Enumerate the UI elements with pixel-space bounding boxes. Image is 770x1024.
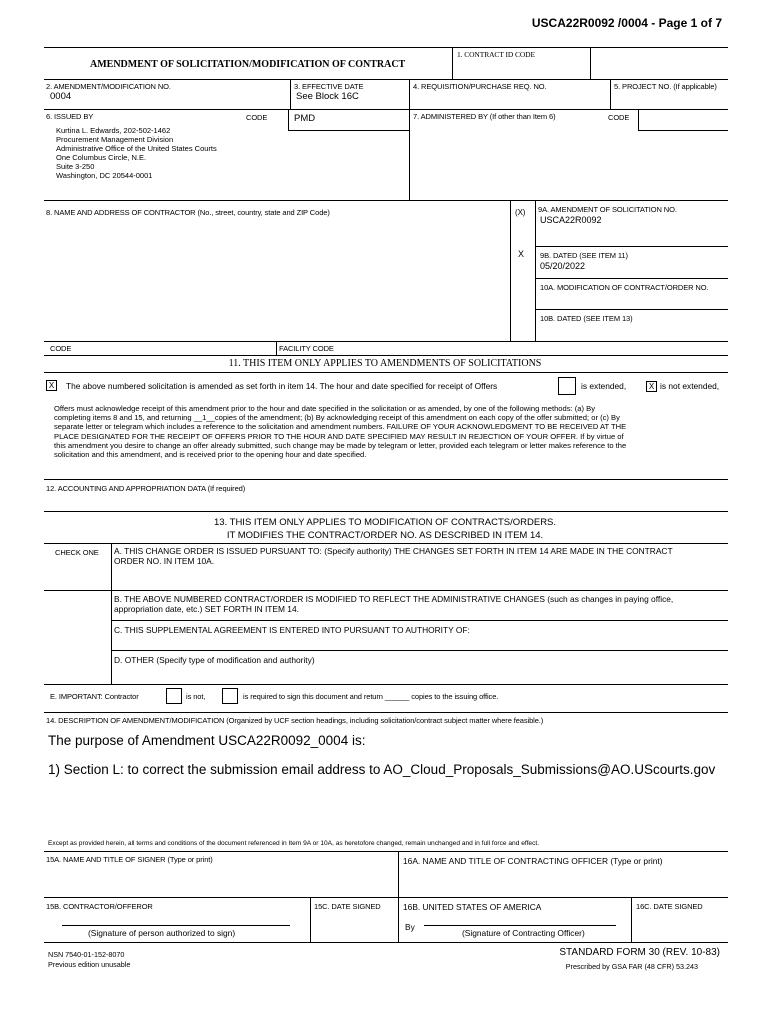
page-header: USCA22R0092 /0004 - Page 1 of 7 <box>531 16 722 30</box>
issued-by-label: 6. ISSUED BY <box>46 112 94 121</box>
amendment-no-label: 2. AMENDMENT/MODIFICATION NO. <box>46 82 171 91</box>
accounting-label: 12. ACCOUNTING AND APPROPRIATION DATA (If required) <box>46 484 246 493</box>
check-one-label: CHECK ONE <box>55 548 99 557</box>
description-line2: 1) Section L: to correct the submission email address to AO_Cloud_Proposals_Submissions@AO.UScourts.gov <box>48 762 716 777</box>
is-required-checkbox[interactable] <box>222 688 238 704</box>
amendment-solicitation-label: 9A. AMENDMENT OF SOLICITATION NO. <box>538 205 677 214</box>
item11-amended-checkbox[interactable]: X <box>46 380 57 391</box>
extended-label: is extended, <box>581 381 627 391</box>
is-not-label: is not, <box>186 692 206 701</box>
effective-date-label: 3. EFFECTIVE DATE <box>294 82 364 91</box>
mark-column-label: (X) <box>515 208 526 217</box>
important-label: E. IMPORTANT: Contractor <box>50 692 139 701</box>
prescribed-text: Prescribed by GSA FAR (48 CFR) 53.243 <box>565 962 698 971</box>
not-extended-checkbox[interactable]: X <box>646 381 657 392</box>
amendment-solicitation-value: USCA22R0092 <box>540 215 602 225</box>
requisition-label: 4. REQUISITION/PURCHASE REQ. NO. <box>413 82 547 91</box>
previous-edition-text: Previous edition unusable <box>48 960 131 969</box>
item11-paragraph: Offers must acknowledge receipt of this amendment prior to the hour and date specified in the solicitation or as amended, by one of the following methods: (a) By completing items 8 and 15, and returning __1__copies of the amendment; (b) By acknowledging receipt of this amendment on each copy of the offer submitted; or (c) By separate letter or telegram which includes a reference to the solicitation and amendment numbers. FAILURE OF YOUR ACKNOWLEDGMENT TO BE RECEIVED AT THE PLACE DESIGNATED FOR THE RECEIPT OF OFFERS PRIOR TO THE HOUR AND DATE SPECIFIED MAY RESULT IN REJECTION OF YOUR OFFER. If by virtue of this amendment you desire to change an offer already submitted, such change may be made by telegram or letter, provided each telegram or letter makes reference to the solicitation and this amendment, and is received prior to the opening hour and date specified. <box>54 404 627 460</box>
description-line1: The purpose of Amendment USCA22R0092_0004 is: <box>48 733 366 748</box>
is-not-checkbox[interactable] <box>166 688 182 704</box>
nsn-text: NSN 7540-01-152-8070 <box>48 950 125 959</box>
except-text: Except as provided herein, all terms and conditions of the document referenced in Item 9A or 10A, as heretofore changed, remain unchanged and in full force and effect. <box>48 840 540 847</box>
contracting-officer-name-label: 16A. NAME AND TITLE OF CONTRACTING OFFICER (Type or print) <box>403 856 663 866</box>
officer-signature-label: (Signature of Contracting Officer) <box>462 928 585 938</box>
item13-header2: IT MODIFIES THE CONTRACT/ORDER NO. AS DESCRIBED IN ITEM 14. <box>226 530 544 541</box>
not-extended-label: is not extended, <box>660 381 720 391</box>
form-title: AMENDMENT OF SOLICITATION/MODIFICATION OF CONTRACT <box>90 59 406 70</box>
is-required-label: is required to sign this document and return ______ copies to the issuing office. <box>243 692 499 701</box>
item11-header: 11. THIS ITEM ONLY APPLIES TO AMENDMENTS OF SOLICITATIONS <box>228 358 542 369</box>
issued-by-code-label: CODE <box>246 113 268 122</box>
administered-code-label: CODE <box>608 113 630 122</box>
item13-header1: 13. THIS ITEM ONLY APPLIES TO MODIFICATION OF CONTRACTS/ORDERS. <box>213 517 557 528</box>
modification-10a-label: 10A. MODIFICATION OF CONTRACT/ORDER NO. <box>540 283 709 292</box>
amendment-no-value: 0004 <box>50 91 72 102</box>
united-states-label: 16B. UNITED STATES OF AMERICA <box>403 902 542 912</box>
item13-b: B. THE ABOVE NUMBERED CONTRACT/ORDER IS MODIFIED TO REFLECT THE ADMINISTRATIVE CHANGES (such as changes in paying office, appropriation date, etc.) SET FORTH IN ITEM 14. <box>114 594 674 614</box>
contractor-code-label: CODE <box>50 344 72 353</box>
effective-date-value: See Block 16C <box>296 91 359 102</box>
item13-c: C. THIS SUPPLEMENTAL AGREEMENT IS ENTERED INTO PURSUANT TO AUTHORITY OF: <box>114 625 470 635</box>
dated-9b-label: 9B. DATED (SEE ITEM 11) <box>540 251 628 260</box>
description-label: 14. DESCRIPTION OF AMENDMENT/MODIFICATION (Organized by UCF section headings, including solicitation/contract subject matter where feasible.) <box>46 716 544 725</box>
issued-by-code-value: PMD <box>294 113 316 124</box>
contractor-offeror-label: 15B. CONTRACTOR/OFFEROR <box>46 902 153 911</box>
rule <box>44 47 728 48</box>
facility-code-label: FACILITY CODE <box>279 344 334 353</box>
issued-by-address: Kurtina L. Edwards, 202-502-1462 Procurement Management Division Administrative Office of the United States Courts One Columbus Circle, N.E. Suite 3-250 Washington, DC 20544-0001 <box>56 126 217 180</box>
contractor-signature-label: (Signature of person authorized to sign) <box>88 928 236 938</box>
by-label: By <box>405 922 415 932</box>
item13-d: D. OTHER (Specify type of modification and authority) <box>114 655 315 665</box>
item11-line1: The above numbered solicitation is amended as set forth in item 14. The hour and date specified for receipt of Offers <box>66 381 498 391</box>
date-signed-15c-label: 15C. DATE SIGNED <box>314 902 381 911</box>
dated-10b-label: 10B. DATED (SEE ITEM 13) <box>540 314 633 323</box>
item9-mark: X <box>518 249 525 259</box>
project-no-label: 5. PROJECT NO. (If applicable) <box>614 82 717 91</box>
signer-name-label: 15A. NAME AND TITLE OF SIGNER (Type or print) <box>46 855 213 864</box>
contractor-address-label: 8. NAME AND ADDRESS OF CONTRACTOR (No., street, country, state and ZIP Code) <box>46 208 330 217</box>
extended-checkbox[interactable] <box>558 377 576 395</box>
item13-a: A. THIS CHANGE ORDER IS ISSUED PURSUANT TO: (Specify authority) THE CHANGES SET FORTH IN ITEM 14 ARE MADE IN THE CONTRACT ORDER NO. IN ITEM 10A. <box>114 546 673 566</box>
dated-9b-value: 05/20/2022 <box>540 261 586 271</box>
date-signed-16c-label: 16C. DATE SIGNED <box>636 902 703 911</box>
administered-by-label: 7. ADMINISTERED BY (If other than Item 6) <box>413 112 556 121</box>
standard-form-label: STANDARD FORM 30 (REV. 10-83) <box>559 947 720 958</box>
contract-id-label: 1. CONTRACT ID CODE <box>457 50 535 59</box>
